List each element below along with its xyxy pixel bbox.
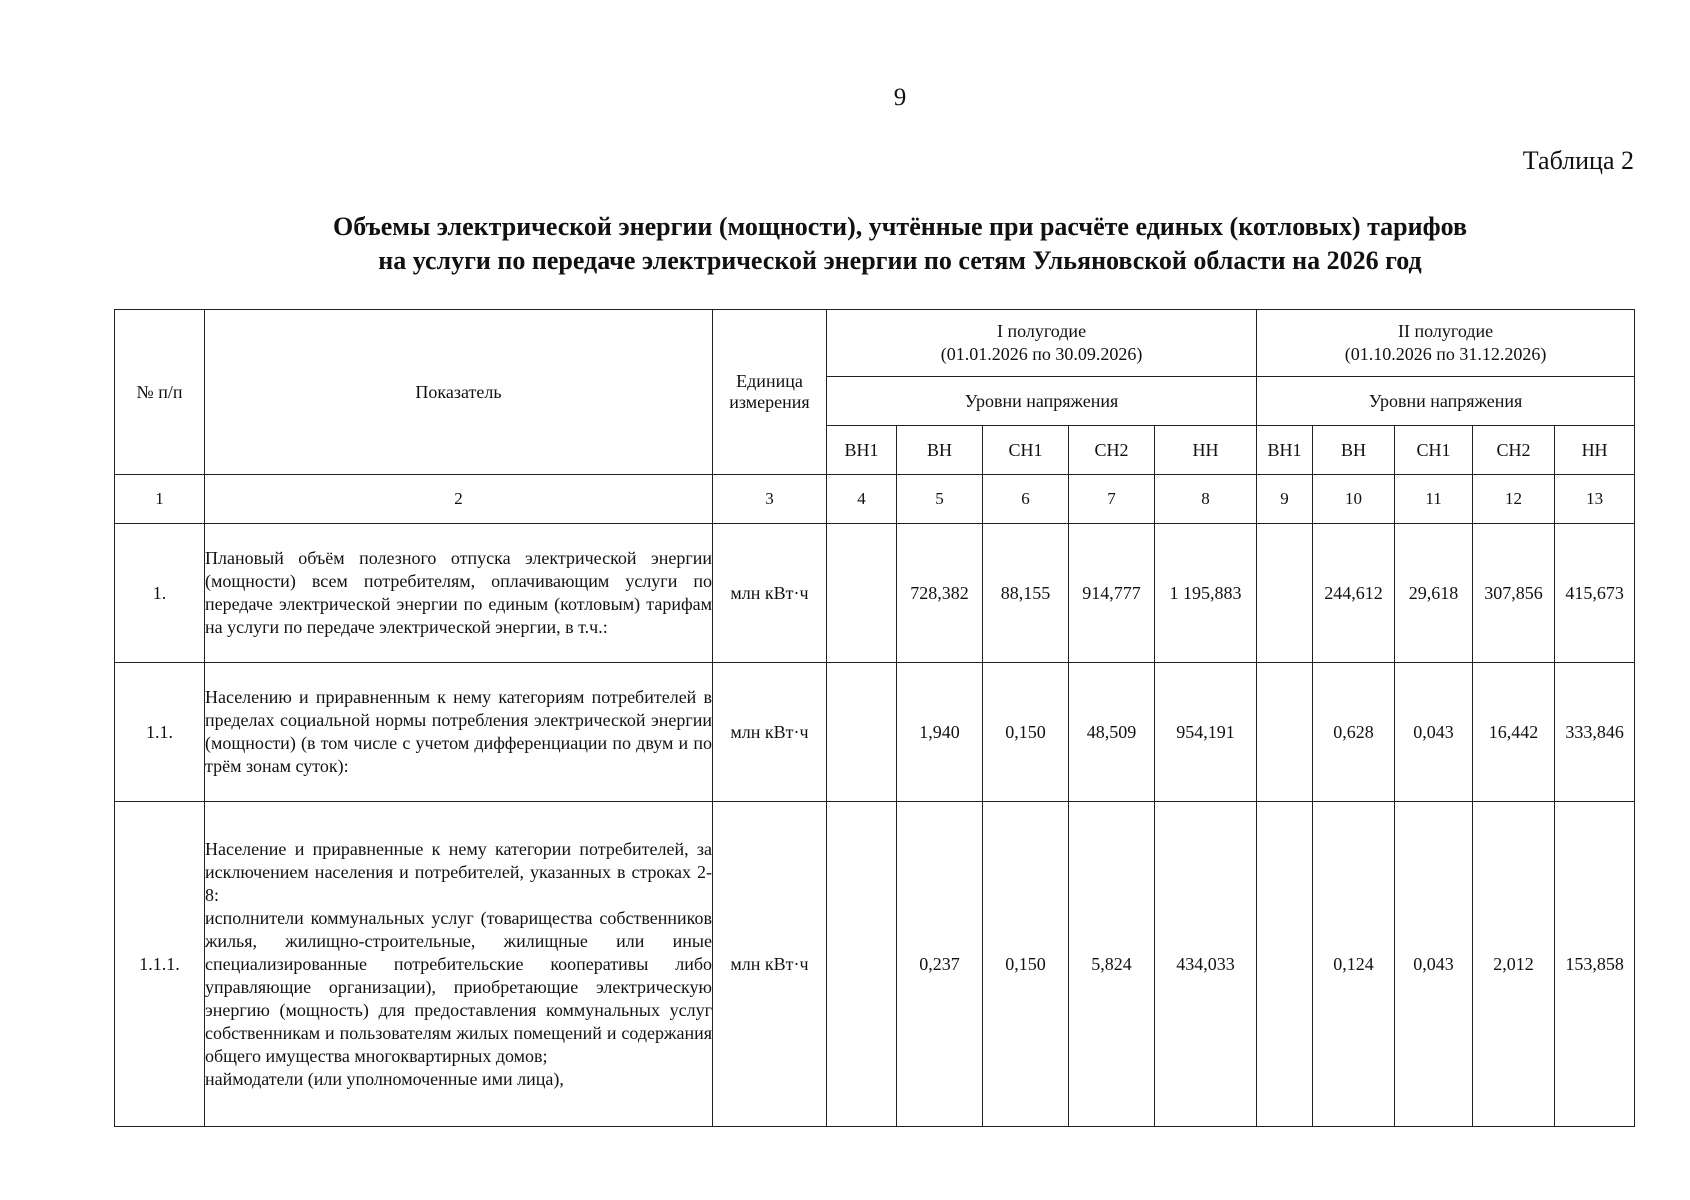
row-number: 1. <box>115 524 205 663</box>
period-2-name: II полугодие <box>1398 321 1494 341</box>
level-header: СН2 <box>1473 426 1555 475</box>
header-indicator: Показатель <box>205 310 713 475</box>
header-period-1 <box>827 310 1257 377</box>
row-unit: млн кВт·ч <box>713 524 827 663</box>
value-cell: 0,628 <box>1313 663 1395 802</box>
level-header: НН <box>1155 426 1257 475</box>
row-number: 1.1. <box>115 663 205 802</box>
column-number-row <box>115 475 1635 524</box>
column-number: 5 <box>897 475 983 524</box>
column-number: 6 <box>983 475 1069 524</box>
value-cell: 29,618 <box>1395 524 1473 663</box>
title-line-2: на услуги по передаче электрической энергии по сетям Ульяновской области на 2026 год <box>378 246 1422 275</box>
value-cell: 0,150 <box>983 802 1069 1127</box>
value-cell: 728,382 <box>897 524 983 663</box>
column-number: 11 <box>1395 475 1473 524</box>
value-cell: 954,191 <box>1155 663 1257 802</box>
row-indicator <box>205 802 713 1127</box>
value-cell: 88,155 <box>983 524 1069 663</box>
table-row <box>115 802 1635 1127</box>
row-number: 1.1.1. <box>115 802 205 1127</box>
value-cell: 153,858 <box>1555 802 1635 1127</box>
value-cell: 1 195,883 <box>1155 524 1257 663</box>
value-cell: 0,043 <box>1395 802 1473 1127</box>
header-unit: Единица измерения <box>713 310 827 475</box>
value-cell: 16,442 <box>1473 663 1555 802</box>
period-1-name: I полугодие <box>996 321 1087 341</box>
level-header: СН1 <box>983 426 1069 475</box>
value-cell <box>1257 524 1313 663</box>
header-voltage-levels-1: Уровни напряжения <box>827 377 1257 426</box>
table-label: Таблица 2 <box>1522 146 1634 175</box>
level-header: ВН1 <box>827 426 897 475</box>
indicator-paragraph: исполнители коммунальных услуг (товарищества собственников жилья, жилищно-строительные, жилищные или иные специализированные потребительские кооперативы либо управляющие организации), приобретающие электрическую энергию (мощность) для предоставления коммунальных услуг собственникам и пользователям жилых помещений и содержания общего имущества многоквартирных домов; <box>205 907 712 1066</box>
column-number: 12 <box>1473 475 1555 524</box>
column-number: 1 <box>115 475 205 524</box>
value-cell <box>1257 802 1313 1127</box>
value-cell: 0,237 <box>897 802 983 1127</box>
value-cell <box>827 802 897 1127</box>
value-cell: 244,612 <box>1313 524 1395 663</box>
value-cell: 2,012 <box>1473 802 1555 1127</box>
value-cell: 0,043 <box>1395 663 1473 802</box>
value-cell <box>827 663 897 802</box>
header-voltage-levels-2: Уровни напряжения <box>1257 377 1635 426</box>
indicator-paragraph: наймодатели (или уполномоченные ими лица), <box>205 1068 564 1089</box>
value-cell: 914,777 <box>1069 524 1155 663</box>
value-cell: 48,509 <box>1069 663 1155 802</box>
column-number: 8 <box>1155 475 1257 524</box>
value-cell: 5,824 <box>1069 802 1155 1127</box>
value-cell: 333,846 <box>1555 663 1635 802</box>
column-number: 10 <box>1313 475 1395 524</box>
value-cell: 434,033 <box>1155 802 1257 1127</box>
value-cell <box>1257 663 1313 802</box>
row-unit: млн кВт·ч <box>713 802 827 1127</box>
level-header: СН2 <box>1069 426 1155 475</box>
page-number: 9 <box>893 84 907 111</box>
value-cell: 0,150 <box>983 663 1069 802</box>
level-header: ВН <box>897 426 983 475</box>
volumes-table <box>114 309 1635 1127</box>
row-unit: млн кВт·ч <box>713 663 827 802</box>
title-line-1: Объемы электрической энергии (мощности), учтённые при расчёте единых (котловых) тарифов <box>333 212 1467 241</box>
header-no: № п/п <box>115 310 205 475</box>
column-number: 9 <box>1257 475 1313 524</box>
value-cell: 1,940 <box>897 663 983 802</box>
row-indicator: Населению и приравненным к нему категориям потребителей в пределах социальной нормы потребления электрической энергии (мощности) (в том числе с учетом дифференциации по двум и по трём зонам суток): <box>205 663 713 802</box>
indicator-paragraph: Население и приравненные к нему категории потребителей, за исключением населения и потребителей, указанных в строках 2- 8: <box>205 838 712 905</box>
period-1-dates: (01.01.2026 по 30.09.2026) <box>940 344 1143 364</box>
level-header: ВН <box>1313 426 1395 475</box>
period-2-dates: (01.10.2026 по 31.12.2026) <box>1344 344 1547 364</box>
column-number: 7 <box>1069 475 1155 524</box>
column-number: 4 <box>827 475 897 524</box>
value-cell: 0,124 <box>1313 802 1395 1127</box>
row-indicator: Плановый объём полезного отпуска электрической энергии (мощности) всем потребителям, оплачивающим услуги по передаче электрической энергии по единым (котловым) тарифам на услуги по передаче электрической энергии, в т.ч.: <box>205 524 713 663</box>
table-row <box>115 663 1635 802</box>
column-number: 2 <box>205 475 713 524</box>
column-number: 3 <box>713 475 827 524</box>
document-title <box>120 210 1680 278</box>
column-number: 13 <box>1555 475 1635 524</box>
header-period-2 <box>1257 310 1635 377</box>
level-header: НН <box>1555 426 1635 475</box>
level-header: СН1 <box>1395 426 1473 475</box>
value-cell: 415,673 <box>1555 524 1635 663</box>
value-cell <box>827 524 897 663</box>
value-cell: 307,856 <box>1473 524 1555 663</box>
table-row <box>115 524 1635 663</box>
level-header: ВН1 <box>1257 426 1313 475</box>
